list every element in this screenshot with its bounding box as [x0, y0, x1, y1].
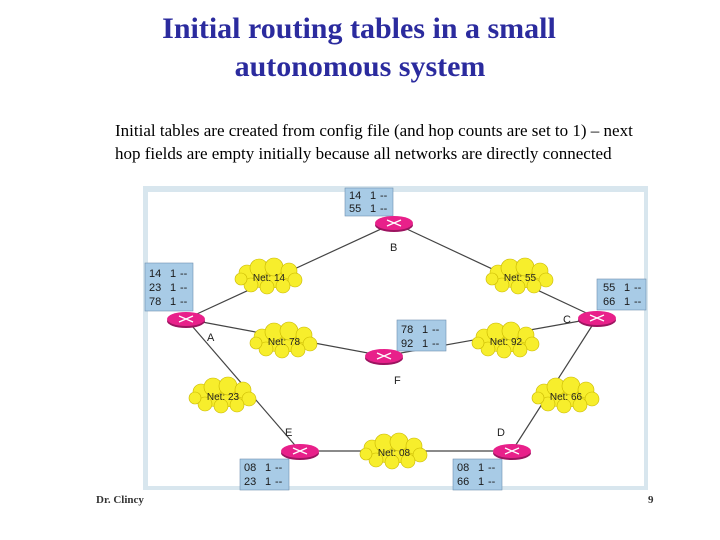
table-e-r2-hop: 1: [265, 476, 272, 488]
table-f-r1-dest: 78: [401, 324, 414, 336]
table-e-r2-dest: 23: [244, 476, 257, 488]
table-d-r1-dest: 08: [457, 462, 470, 474]
table-b-r2-next: --: [380, 203, 388, 215]
table-e-r1-dest: 08: [244, 462, 257, 474]
table-f-r1-next: --: [432, 324, 440, 336]
slide-title-line1: Initial routing tables in a small: [162, 12, 556, 45]
net-55-label: Net: 55: [503, 273, 537, 284]
net-14-label: Net: 14: [252, 273, 286, 284]
net-66-label: Net: 66: [549, 392, 583, 403]
table-a-r1-hop: 1: [170, 268, 177, 280]
router-b-icon: [375, 216, 413, 232]
router-c-label: C: [563, 314, 571, 326]
table-f-r2-hop: 1: [422, 338, 429, 350]
router-b-label: B: [390, 242, 398, 254]
table-f-r2-next: --: [432, 338, 440, 350]
router-e-label: E: [285, 427, 293, 439]
table-e-r2-next: --: [275, 476, 283, 488]
table-e-r1-hop: 1: [265, 462, 272, 474]
subtitle-line1: Initial tables are created from config file (and hop counts are set to 1) – next: [115, 121, 633, 140]
table-a-r2-hop: 1: [170, 282, 177, 294]
router-f-table: [397, 320, 446, 351]
table-a-r2-dest: 23: [149, 282, 162, 294]
router-c-table: [597, 279, 646, 310]
table-c-r1-hop: 1: [624, 282, 631, 294]
table-e-r1-next: --: [275, 462, 283, 474]
table-b-r1-dest: 14: [349, 190, 362, 202]
table-a-r3-next: --: [180, 296, 188, 308]
table-f-r1-hop: 1: [422, 324, 429, 336]
table-d-r2-hop: 1: [478, 476, 485, 488]
net-08-label: Net: 08: [377, 448, 411, 459]
router-d-table: [453, 459, 502, 490]
slide-title-line2: autonomous system: [234, 50, 486, 83]
footer-author: Dr. Clincy: [96, 494, 144, 506]
table-a-r2-next: --: [180, 282, 188, 294]
table-d-r2-next: --: [488, 476, 496, 488]
table-a-r3-hop: 1: [170, 296, 177, 308]
router-a-icon: [167, 312, 205, 328]
router-f-icon: [365, 349, 403, 365]
router-f-label: F: [394, 375, 401, 387]
table-d-r2-dest: 66: [457, 476, 470, 488]
table-f-r2-dest: 92: [401, 338, 414, 350]
table-d-r1-hop: 1: [478, 462, 485, 474]
router-d-label: D: [497, 427, 505, 439]
table-b-r2-hop: 1: [370, 203, 377, 215]
router-c-icon: [578, 311, 616, 327]
table-c-r1-dest: 55: [603, 282, 616, 294]
router-a-label: A: [207, 332, 215, 344]
router-b-table: [345, 188, 393, 216]
table-c-r1-next: --: [634, 282, 642, 294]
table-a-r1-next: --: [180, 268, 188, 280]
table-c-r2-dest: 66: [603, 296, 616, 308]
table-d-r1-next: --: [488, 462, 496, 474]
router-a-table: [145, 263, 193, 311]
page-number: 9: [648, 494, 654, 506]
table-c-r2-hop: 1: [624, 296, 631, 308]
table-b-r2-dest: 55: [349, 203, 362, 215]
subtitle-line2: hop fields are empty initially because all networks are directly connected: [115, 144, 612, 163]
net-92-label: Net: 92: [489, 337, 523, 348]
router-d-icon: [493, 444, 531, 460]
router-e-icon: [281, 444, 319, 460]
table-b-r1-next: --: [380, 190, 388, 202]
table-a-r3-dest: 78: [149, 296, 162, 308]
net-23-label: Net: 23: [206, 392, 240, 403]
table-a-r1-dest: 14: [149, 268, 162, 280]
router-e-table: [240, 459, 289, 490]
table-c-r2-next: --: [634, 296, 642, 308]
table-b-r1-hop: 1: [370, 190, 377, 202]
net-78-label: Net: 78: [267, 337, 301, 348]
